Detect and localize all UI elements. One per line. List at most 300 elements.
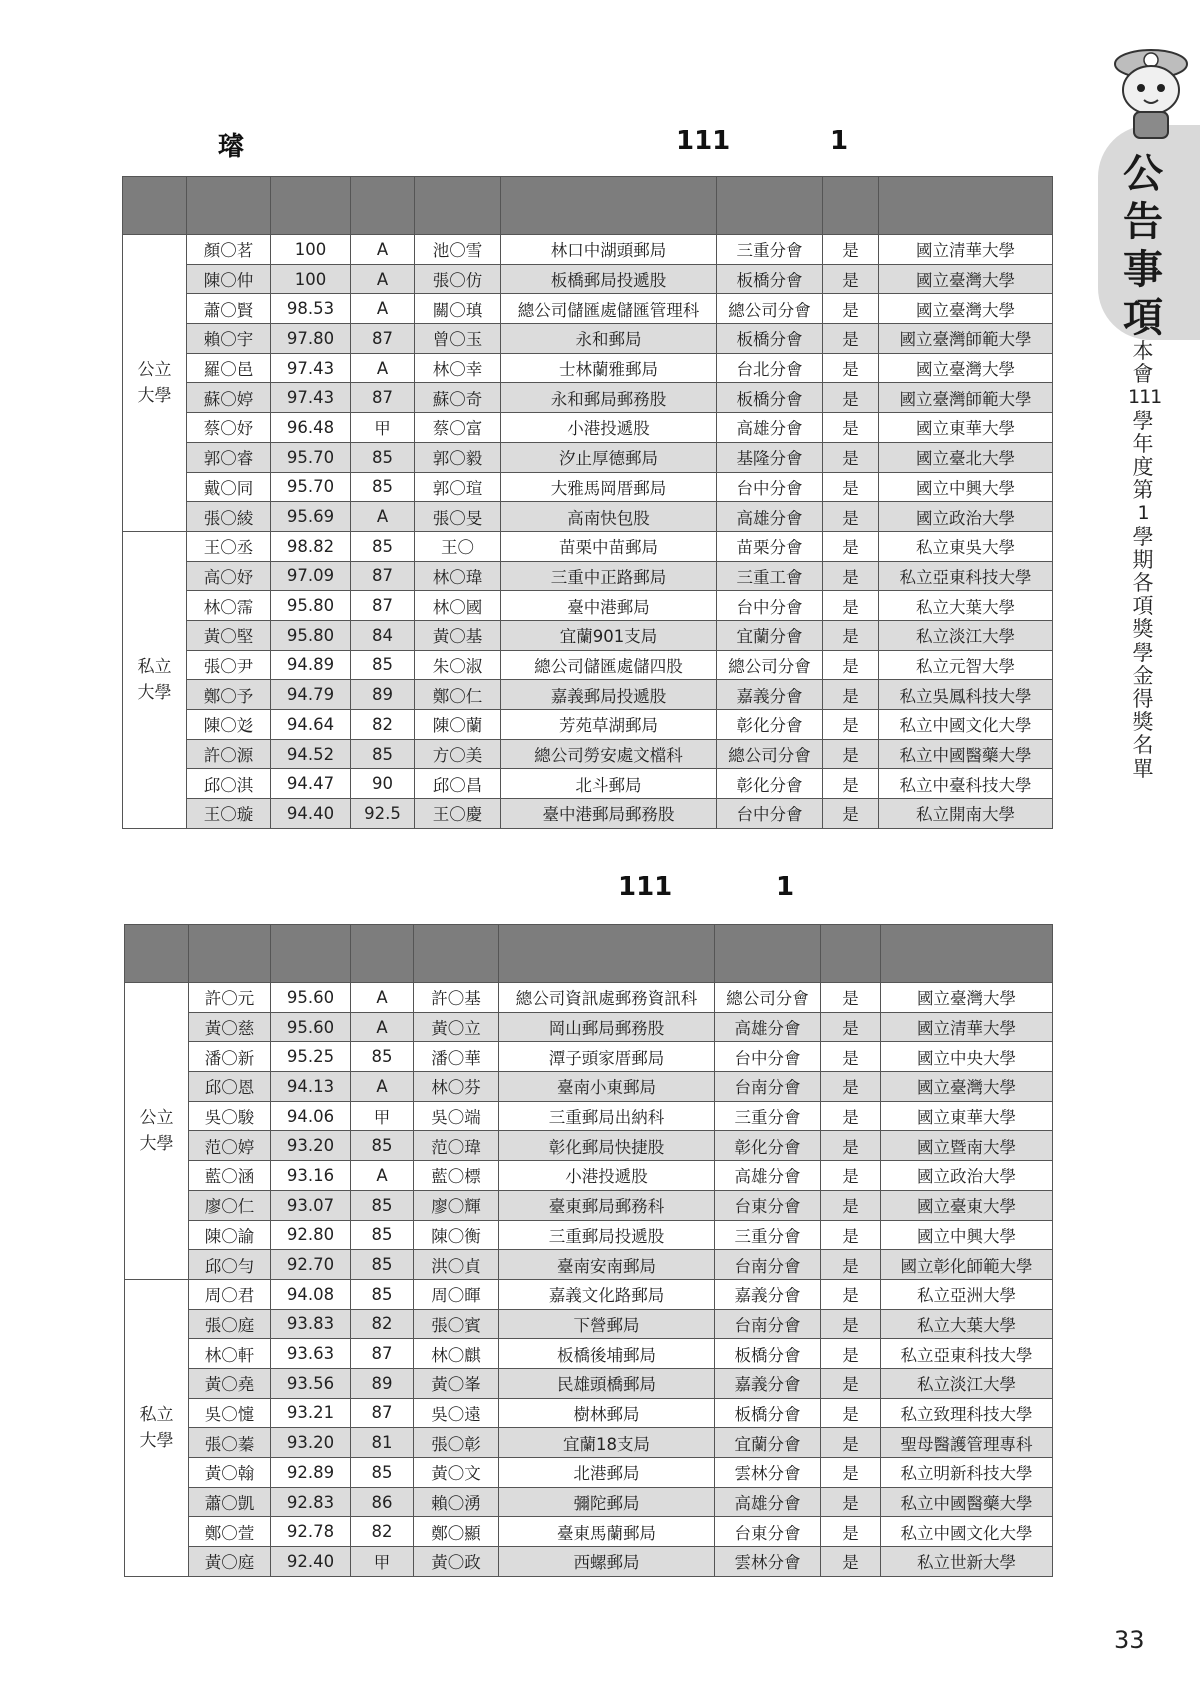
unit-cell: 宜蘭18支局 — [499, 1428, 715, 1458]
branch-cell: 板橋分會 — [717, 383, 823, 413]
unit-cell: 永和郵局 — [501, 324, 717, 354]
sidebar-subtitle: 本 會 111 學 年 度 第 1 學 期 各 項 獎 學 金 得 獎 名 單 — [1128, 339, 1162, 781]
table-row — [123, 799, 1053, 829]
unit-cell: 芳苑草湖郵局 — [501, 710, 717, 740]
eligible-cell: 是 — [821, 1250, 881, 1280]
eligible-cell: 是 — [821, 1161, 881, 1191]
score-cell: 94.13 — [271, 1072, 351, 1102]
unit-cell: 三重郵局投遞股 — [499, 1220, 715, 1250]
student-name-cell: 邱〇勻 — [189, 1250, 271, 1280]
unit-cell: 總公司勞安處文檔科 — [501, 739, 717, 769]
school-cell: 國立彰化師範大學 — [881, 1250, 1053, 1280]
eligible-cell: 是 — [823, 591, 879, 621]
school-cell: 私立亞東科技大學 — [879, 561, 1053, 591]
table-row — [125, 1398, 1053, 1428]
unit-cell: 苗栗中苗郵局 — [501, 531, 717, 561]
branch-cell: 台東分會 — [715, 1517, 821, 1547]
branch-cell: 板橋分會 — [715, 1339, 821, 1369]
student-name-cell: 邱〇恩 — [189, 1072, 271, 1102]
student-name-cell: 戴〇同 — [187, 472, 271, 502]
unit-cell: 嘉義郵局投遞股 — [501, 680, 717, 710]
eligible-cell: 是 — [823, 769, 879, 799]
member-name-cell: 邱〇昌 — [415, 769, 501, 799]
eligible-cell: 是 — [821, 1220, 881, 1250]
grade-cell: A — [351, 1072, 414, 1102]
member-name-cell: 許〇基 — [414, 983, 499, 1013]
unit-cell: 下營郵局 — [499, 1309, 715, 1339]
member-name-cell: 林〇芬 — [414, 1072, 499, 1102]
eligible-cell: 是 — [821, 1547, 881, 1577]
member-name-cell: 黃〇立 — [414, 1012, 499, 1042]
eligible-cell: 是 — [821, 1309, 881, 1339]
table-row — [125, 1517, 1053, 1547]
school-cell: 國立臺灣大學 — [879, 264, 1053, 294]
eligible-cell: 是 — [821, 1072, 881, 1102]
table-row — [125, 1368, 1053, 1398]
eligible-cell: 是 — [821, 1279, 881, 1309]
school-cell: 私立中國醫藥大學 — [881, 1487, 1053, 1517]
eligible-cell: 是 — [821, 1368, 881, 1398]
grade-cell: 87 — [351, 1339, 414, 1369]
branch-cell: 台中分會 — [717, 472, 823, 502]
student-name-cell: 鄭〇予 — [187, 680, 271, 710]
sidebar-title: 公 告 事 項 — [1123, 150, 1163, 341]
grade-cell: A — [351, 1012, 414, 1042]
branch-cell: 彰化分會 — [717, 710, 823, 740]
score-cell: 95.80 — [271, 591, 351, 621]
eligible-cell: 是 — [823, 472, 879, 502]
grade-cell: 甲 — [351, 1547, 414, 1577]
member-name-cell: 范〇瑋 — [414, 1131, 499, 1161]
grade-cell: 87 — [351, 1398, 414, 1428]
school-cell: 國立臺東大學 — [881, 1190, 1053, 1220]
school-cell: 私立東吳大學 — [879, 531, 1053, 561]
branch-cell: 彰化分會 — [715, 1131, 821, 1161]
grade-cell: 甲 — [351, 413, 415, 443]
unit-cell: 小港投遞股 — [501, 413, 717, 443]
branch-cell: 三重分會 — [717, 235, 823, 265]
score-cell: 97.43 — [271, 383, 351, 413]
table-row — [125, 1487, 1053, 1517]
table-row — [123, 324, 1053, 354]
branch-cell: 台中分會 — [715, 1042, 821, 1072]
table-row — [123, 769, 1053, 799]
branch-cell: 總公司分會 — [715, 983, 821, 1013]
score-cell: 95.60 — [271, 983, 351, 1013]
unit-cell: 西螺郵局 — [499, 1547, 715, 1577]
table-header-row — [125, 925, 1053, 983]
branch-cell: 基隆分會 — [717, 442, 823, 472]
student-name-cell: 吳〇懥 — [189, 1398, 271, 1428]
eligible-cell: 是 — [823, 531, 879, 561]
score-cell: 94.79 — [271, 680, 351, 710]
member-name-cell: 陳〇蘭 — [415, 710, 501, 740]
unit-cell: 板橋郵局投遞股 — [501, 264, 717, 294]
eligible-cell: 是 — [821, 1101, 881, 1131]
member-name-cell: 洪〇貞 — [414, 1250, 499, 1280]
table-row — [125, 1012, 1053, 1042]
table-header-row — [123, 177, 1053, 235]
scholarship-table-2 — [124, 924, 1053, 1577]
student-name-cell: 賴〇宇 — [187, 324, 271, 354]
table-row — [125, 1101, 1053, 1131]
member-name-cell: 賴〇湧 — [414, 1487, 499, 1517]
student-name-cell: 范〇婷 — [189, 1131, 271, 1161]
eligible-cell: 是 — [823, 561, 879, 591]
heading1-year: 111 — [676, 126, 731, 156]
member-name-cell: 郭〇瑄 — [415, 472, 501, 502]
branch-cell: 三重分會 — [715, 1101, 821, 1131]
score-cell: 95.25 — [271, 1042, 351, 1072]
eligible-cell: 是 — [823, 442, 879, 472]
member-name-cell: 張〇賓 — [414, 1309, 499, 1339]
score-cell: 94.52 — [271, 739, 351, 769]
branch-cell: 台中分會 — [717, 591, 823, 621]
student-name-cell: 張〇庭 — [189, 1309, 271, 1339]
grade-cell: 85 — [351, 650, 415, 680]
school-cell: 國立清華大學 — [881, 1012, 1053, 1042]
page-number: 33 — [1114, 1626, 1145, 1654]
branch-cell: 嘉義分會 — [715, 1279, 821, 1309]
student-name-cell: 黃〇堅 — [187, 620, 271, 650]
school-cell: 私立致理科技大學 — [881, 1398, 1053, 1428]
member-name-cell: 蘇〇奇 — [415, 383, 501, 413]
eligible-cell: 是 — [821, 1428, 881, 1458]
student-name-cell: 陳〇彣 — [187, 710, 271, 740]
score-cell: 94.89 — [271, 650, 351, 680]
table-row — [123, 472, 1053, 502]
student-name-cell: 許〇元 — [189, 983, 271, 1013]
member-name-cell: 吳〇端 — [414, 1101, 499, 1131]
grade-cell: A — [351, 983, 414, 1013]
branch-cell: 總公司分會 — [717, 650, 823, 680]
eligible-cell: 是 — [823, 353, 879, 383]
grade-cell: 85 — [351, 1220, 414, 1250]
table-row — [123, 235, 1053, 265]
score-cell: 97.80 — [271, 324, 351, 354]
branch-cell: 板橋分會 — [717, 324, 823, 354]
table-row — [123, 502, 1053, 532]
branch-cell: 台北分會 — [717, 353, 823, 383]
table-row — [125, 1458, 1053, 1488]
score-cell: 94.47 — [271, 769, 351, 799]
mascot-icon — [1108, 42, 1194, 142]
school-cell: 私立亞洲大學 — [881, 1279, 1053, 1309]
school-cell: 國立東華大學 — [879, 413, 1053, 443]
unit-cell: 北斗郵局 — [501, 769, 717, 799]
unit-cell: 北港郵局 — [499, 1458, 715, 1488]
grade-cell: 85 — [351, 739, 415, 769]
member-name-cell: 張〇彰 — [414, 1428, 499, 1458]
member-name-cell: 吳〇遠 — [414, 1398, 499, 1428]
student-name-cell: 蕭〇賢 — [187, 294, 271, 324]
eligible-cell: 是 — [823, 650, 879, 680]
member-name-cell: 周〇暉 — [414, 1279, 499, 1309]
table-row — [123, 413, 1053, 443]
unit-cell: 大雅馬岡厝郵局 — [501, 472, 717, 502]
member-name-cell: 關〇瑱 — [415, 294, 501, 324]
branch-cell: 台南分會 — [715, 1250, 821, 1280]
student-name-cell: 鄭〇萱 — [189, 1517, 271, 1547]
member-name-cell: 朱〇淑 — [415, 650, 501, 680]
unit-cell: 高南快包股 — [501, 502, 717, 532]
student-name-cell: 林〇霈 — [187, 591, 271, 621]
score-cell: 98.53 — [271, 294, 351, 324]
branch-cell: 嘉義分會 — [717, 680, 823, 710]
school-cell: 國立臺北大學 — [879, 442, 1053, 472]
score-cell: 92.83 — [271, 1487, 351, 1517]
score-cell: 95.80 — [271, 620, 351, 650]
branch-cell: 台東分會 — [715, 1190, 821, 1220]
table-row — [125, 1072, 1053, 1102]
table-row — [123, 650, 1053, 680]
branch-cell: 高雄分會 — [715, 1012, 821, 1042]
grade-cell: 85 — [351, 1190, 414, 1220]
grade-cell: 85 — [351, 531, 415, 561]
grade-cell: 85 — [351, 472, 415, 502]
eligible-cell: 是 — [821, 1339, 881, 1369]
member-name-cell: 蔡〇富 — [415, 413, 501, 443]
student-name-cell: 黃〇堯 — [189, 1368, 271, 1398]
school-cell: 國立臺灣大學 — [879, 353, 1053, 383]
grade-cell: 82 — [351, 1517, 414, 1547]
heading1-left: 璿 — [218, 132, 245, 162]
eligible-cell: 是 — [823, 710, 879, 740]
school-cell: 私立明新科技大學 — [881, 1458, 1053, 1488]
student-name-cell: 黃〇翰 — [189, 1458, 271, 1488]
student-name-cell: 羅〇邑 — [187, 353, 271, 383]
member-name-cell: 曾〇玉 — [415, 324, 501, 354]
student-name-cell: 邱〇淇 — [187, 769, 271, 799]
group-label: 私立 大學 — [125, 1279, 189, 1576]
school-cell: 國立臺灣大學 — [879, 294, 1053, 324]
member-name-cell: 黃〇政 — [414, 1547, 499, 1577]
student-name-cell: 陳〇仲 — [187, 264, 271, 294]
school-cell: 國立臺灣師範大學 — [879, 383, 1053, 413]
unit-cell: 臺中港郵局郵務股 — [501, 799, 717, 829]
score-cell: 95.69 — [271, 502, 351, 532]
member-name-cell: 林〇麒 — [414, 1339, 499, 1369]
table-row — [125, 1547, 1053, 1577]
eligible-cell: 是 — [823, 264, 879, 294]
school-cell: 私立大葉大學 — [879, 591, 1053, 621]
eligible-cell: 是 — [821, 1517, 881, 1547]
group-label: 公立 大學 — [125, 983, 189, 1280]
unit-cell: 士林蘭雅郵局 — [501, 353, 717, 383]
grade-cell: A — [351, 264, 415, 294]
student-name-cell: 藍〇涵 — [189, 1161, 271, 1191]
unit-cell: 彌陀郵局 — [499, 1487, 715, 1517]
table-row — [123, 264, 1053, 294]
grade-cell: 90 — [351, 769, 415, 799]
branch-cell: 苗栗分會 — [717, 531, 823, 561]
branch-cell: 台南分會 — [715, 1072, 821, 1102]
student-name-cell: 周〇君 — [189, 1279, 271, 1309]
score-cell: 94.40 — [271, 799, 351, 829]
student-name-cell: 陳〇諭 — [189, 1220, 271, 1250]
member-name-cell: 黃〇峯 — [414, 1368, 499, 1398]
member-name-cell: 林〇國 — [415, 591, 501, 621]
eligible-cell: 是 — [821, 1487, 881, 1517]
grade-cell: A — [351, 353, 415, 383]
branch-cell: 宜蘭分會 — [717, 620, 823, 650]
branch-cell: 板橋分會 — [717, 264, 823, 294]
table-row — [123, 531, 1053, 561]
school-cell: 私立中國文化大學 — [879, 710, 1053, 740]
grade-cell: A — [351, 294, 415, 324]
group-label: 私立 大學 — [123, 531, 187, 828]
score-cell: 95.60 — [271, 1012, 351, 1042]
table-row — [125, 983, 1053, 1013]
member-name-cell: 陳〇衡 — [414, 1220, 499, 1250]
grade-cell: 甲 — [351, 1101, 414, 1131]
member-name-cell: 郭〇毅 — [415, 442, 501, 472]
grade-cell: 85 — [351, 1131, 414, 1161]
table-row — [125, 1131, 1053, 1161]
unit-cell: 總公司儲匯處儲匯管理科 — [501, 294, 717, 324]
grade-cell: A — [351, 502, 415, 532]
branch-cell: 高雄分會 — [717, 413, 823, 443]
table-row — [123, 353, 1053, 383]
grade-cell: 85 — [351, 1042, 414, 1072]
school-cell: 國立政治大學 — [879, 502, 1053, 532]
school-cell: 國立中興大學 — [879, 472, 1053, 502]
grade-cell: 87 — [351, 561, 415, 591]
grade-cell: 89 — [351, 680, 415, 710]
eligible-cell: 是 — [823, 294, 879, 324]
unit-cell: 林口中湖頭郵局 — [501, 235, 717, 265]
school-cell: 國立東華大學 — [881, 1101, 1053, 1131]
score-cell: 97.43 — [271, 353, 351, 383]
table-row — [125, 1250, 1053, 1280]
score-cell: 94.08 — [271, 1279, 351, 1309]
member-name-cell: 王〇慶 — [415, 799, 501, 829]
member-name-cell: 王〇 — [415, 531, 501, 561]
grade-cell: 81 — [351, 1428, 414, 1458]
branch-cell: 彰化分會 — [717, 769, 823, 799]
unit-cell: 小港投遞股 — [499, 1161, 715, 1191]
grade-cell: 87 — [351, 324, 415, 354]
school-cell: 聖母醫護管理專科 — [881, 1428, 1053, 1458]
score-cell: 94.06 — [271, 1101, 351, 1131]
unit-cell: 樹林郵局 — [499, 1398, 715, 1428]
school-cell: 私立吳鳳科技大學 — [879, 680, 1053, 710]
unit-cell: 三重郵局出納科 — [499, 1101, 715, 1131]
branch-cell: 總公司分會 — [717, 739, 823, 769]
score-cell: 93.20 — [271, 1428, 351, 1458]
eligible-cell: 是 — [823, 413, 879, 443]
unit-cell: 岡山郵局郵務股 — [499, 1012, 715, 1042]
student-name-cell: 王〇丞 — [187, 531, 271, 561]
eligible-cell: 是 — [821, 1012, 881, 1042]
branch-cell: 高雄分會 — [717, 502, 823, 532]
table-row — [123, 561, 1053, 591]
unit-cell: 汐止厚德郵局 — [501, 442, 717, 472]
branch-cell: 台中分會 — [717, 799, 823, 829]
grade-cell: A — [351, 1161, 414, 1191]
grade-cell: 82 — [351, 1309, 414, 1339]
school-cell: 私立大葉大學 — [881, 1309, 1053, 1339]
school-cell: 私立淡江大學 — [879, 620, 1053, 650]
score-cell: 92.70 — [271, 1250, 351, 1280]
grade-cell: 86 — [351, 1487, 414, 1517]
grade-cell: 84 — [351, 620, 415, 650]
student-name-cell: 顏〇茗 — [187, 235, 271, 265]
eligible-cell: 是 — [823, 502, 879, 532]
student-name-cell: 張〇蓁 — [189, 1428, 271, 1458]
unit-cell: 臺東馬蘭郵局 — [499, 1517, 715, 1547]
branch-cell: 嘉義分會 — [715, 1368, 821, 1398]
school-cell: 私立中國文化大學 — [881, 1517, 1053, 1547]
score-cell: 100 — [271, 235, 351, 265]
unit-cell: 總公司儲匯處儲四股 — [501, 650, 717, 680]
member-name-cell: 張〇旻 — [415, 502, 501, 532]
table-row — [123, 294, 1053, 324]
grade-cell: A — [351, 235, 415, 265]
eligible-cell: 是 — [821, 1131, 881, 1161]
student-name-cell: 郭〇睿 — [187, 442, 271, 472]
student-name-cell: 張〇綾 — [187, 502, 271, 532]
score-cell: 93.56 — [271, 1368, 351, 1398]
branch-cell: 雲林分會 — [715, 1458, 821, 1488]
unit-cell: 臺南安南郵局 — [499, 1250, 715, 1280]
member-name-cell: 池〇雪 — [415, 235, 501, 265]
grade-cell: 85 — [351, 1458, 414, 1488]
table-row — [123, 591, 1053, 621]
student-name-cell: 吳〇駿 — [189, 1101, 271, 1131]
eligible-cell: 是 — [823, 383, 879, 413]
score-cell: 92.80 — [271, 1220, 351, 1250]
unit-cell: 總公司資訊處郵務資訊科 — [499, 983, 715, 1013]
score-cell: 97.09 — [271, 561, 351, 591]
unit-cell: 永和郵局郵務股 — [501, 383, 717, 413]
student-name-cell: 蘇〇婷 — [187, 383, 271, 413]
unit-cell: 三重中正路郵局 — [501, 561, 717, 591]
score-cell: 95.70 — [271, 442, 351, 472]
branch-cell: 高雄分會 — [715, 1487, 821, 1517]
unit-cell: 板橋後埔郵局 — [499, 1339, 715, 1369]
member-name-cell: 張〇仿 — [415, 264, 501, 294]
table-row — [123, 739, 1053, 769]
member-name-cell: 林〇瑋 — [415, 561, 501, 591]
eligible-cell: 是 — [821, 1458, 881, 1488]
unit-cell: 彰化郵局快捷股 — [499, 1131, 715, 1161]
branch-cell: 三重分會 — [715, 1220, 821, 1250]
school-cell: 私立淡江大學 — [881, 1368, 1053, 1398]
student-name-cell: 高〇妤 — [187, 561, 271, 591]
branch-cell: 雲林分會 — [715, 1547, 821, 1577]
student-name-cell: 黃〇庭 — [189, 1547, 271, 1577]
table-row — [125, 1042, 1053, 1072]
grade-cell: 87 — [351, 383, 415, 413]
score-cell: 93.07 — [271, 1190, 351, 1220]
branch-cell: 三重工會 — [717, 561, 823, 591]
grade-cell: 89 — [351, 1368, 414, 1398]
table-row — [123, 620, 1053, 650]
student-name-cell: 蕭〇凱 — [189, 1487, 271, 1517]
member-name-cell: 潘〇華 — [414, 1042, 499, 1072]
student-name-cell: 黃〇慈 — [189, 1012, 271, 1042]
school-cell: 國立臺灣大學 — [881, 983, 1053, 1013]
table-row — [125, 1309, 1053, 1339]
member-name-cell: 黃〇文 — [414, 1458, 499, 1488]
unit-cell: 嘉義文化路郵局 — [499, 1279, 715, 1309]
eligible-cell: 是 — [821, 1190, 881, 1220]
school-cell: 私立開南大學 — [879, 799, 1053, 829]
school-cell: 國立暨南大學 — [881, 1131, 1053, 1161]
branch-cell: 宜蘭分會 — [715, 1428, 821, 1458]
school-cell: 國立清華大學 — [879, 235, 1053, 265]
